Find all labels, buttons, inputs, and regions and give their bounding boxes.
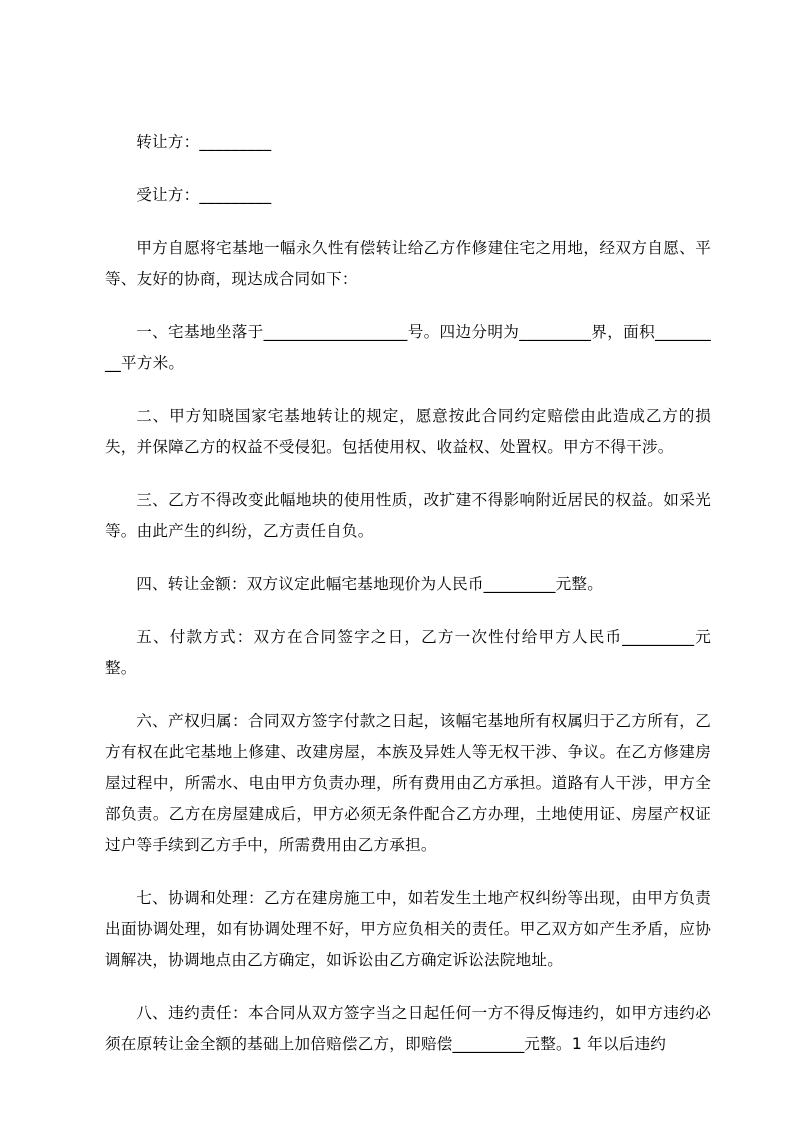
transferor-line: 转让方：_________ xyxy=(136,133,272,151)
preamble-paragraph: 甲方自愿将宅基地一幅永久性有偿转让给乙方作修建住宅之用地，经双方自愿、平等、友好的协商，现达成合同如下： xyxy=(105,239,711,288)
clause-2-compensation: 二、甲方知晓国家宅基地转让的规定，愿意按此合同约定赔偿由此造成乙方的损失，并保障乙方的权益不受侵犯。包括使用权、收益权、处置权。甲方不得干涉。 xyxy=(105,407,711,456)
clause-3-usage: 三、乙方不得改变此幅地块的使用性质，改扩建不得影响附近居民的权益。如采光等。由此产生的纠纷，乙方责任自负。 xyxy=(105,491,711,540)
clause-8-breach: 八、违约责任：本合同从双方签字当之日起任何一方不得反悔违约，如甲方违约必须在原转让金全额的基础上加倍赔偿乙方，即赔偿_________元整。1 年以后违约 xyxy=(105,1004,711,1053)
clause-7-disputes: 七、协调和处理：乙方在建房施工中，如若发生土地产权纠纷等出现，由甲方负责出面协调处理，如有协调处理不好，甲方应负相关的责任。甲乙双方如产生矛盾，应协调解决，协调地点由乙方确定，如诉讼由乙方确定诉讼法院地址。 xyxy=(105,889,711,969)
clause-1-location: 一、宅基地坐落于__________________号。四边分明为_________界，面积_________平方米。 xyxy=(105,323,711,372)
clause-6-ownership: 六、产权归属：合同双方签字付款之日起，该幅宅基地所有权属归于乙方所有，乙方有权在此宅基地上修建、改建房屋，本族及异姓人等无权干涉、争议。在乙方修建房屋过程中，所需水、电由甲方负责办理，所有费用由乙方承担。道路有人干涉，甲方全部负责。乙方在房屋建成后，甲方必须无条件配合乙方办理，土地使用证、房屋产权证过户等手续到乙方手中，所需费用由乙方承担。 xyxy=(105,712,711,854)
clause-4-amount: 四、转让金额：双方议定此幅宅基地现价为人民币_________元整。 xyxy=(136,575,604,593)
clause-5-payment: 五、付款方式：双方在合同签字之日，乙方一次性付给甲方人民币_________元整。 xyxy=(105,628,711,677)
contract-document xyxy=(105,127,711,1082)
transferee-line: 受让方：_________ xyxy=(136,186,272,204)
